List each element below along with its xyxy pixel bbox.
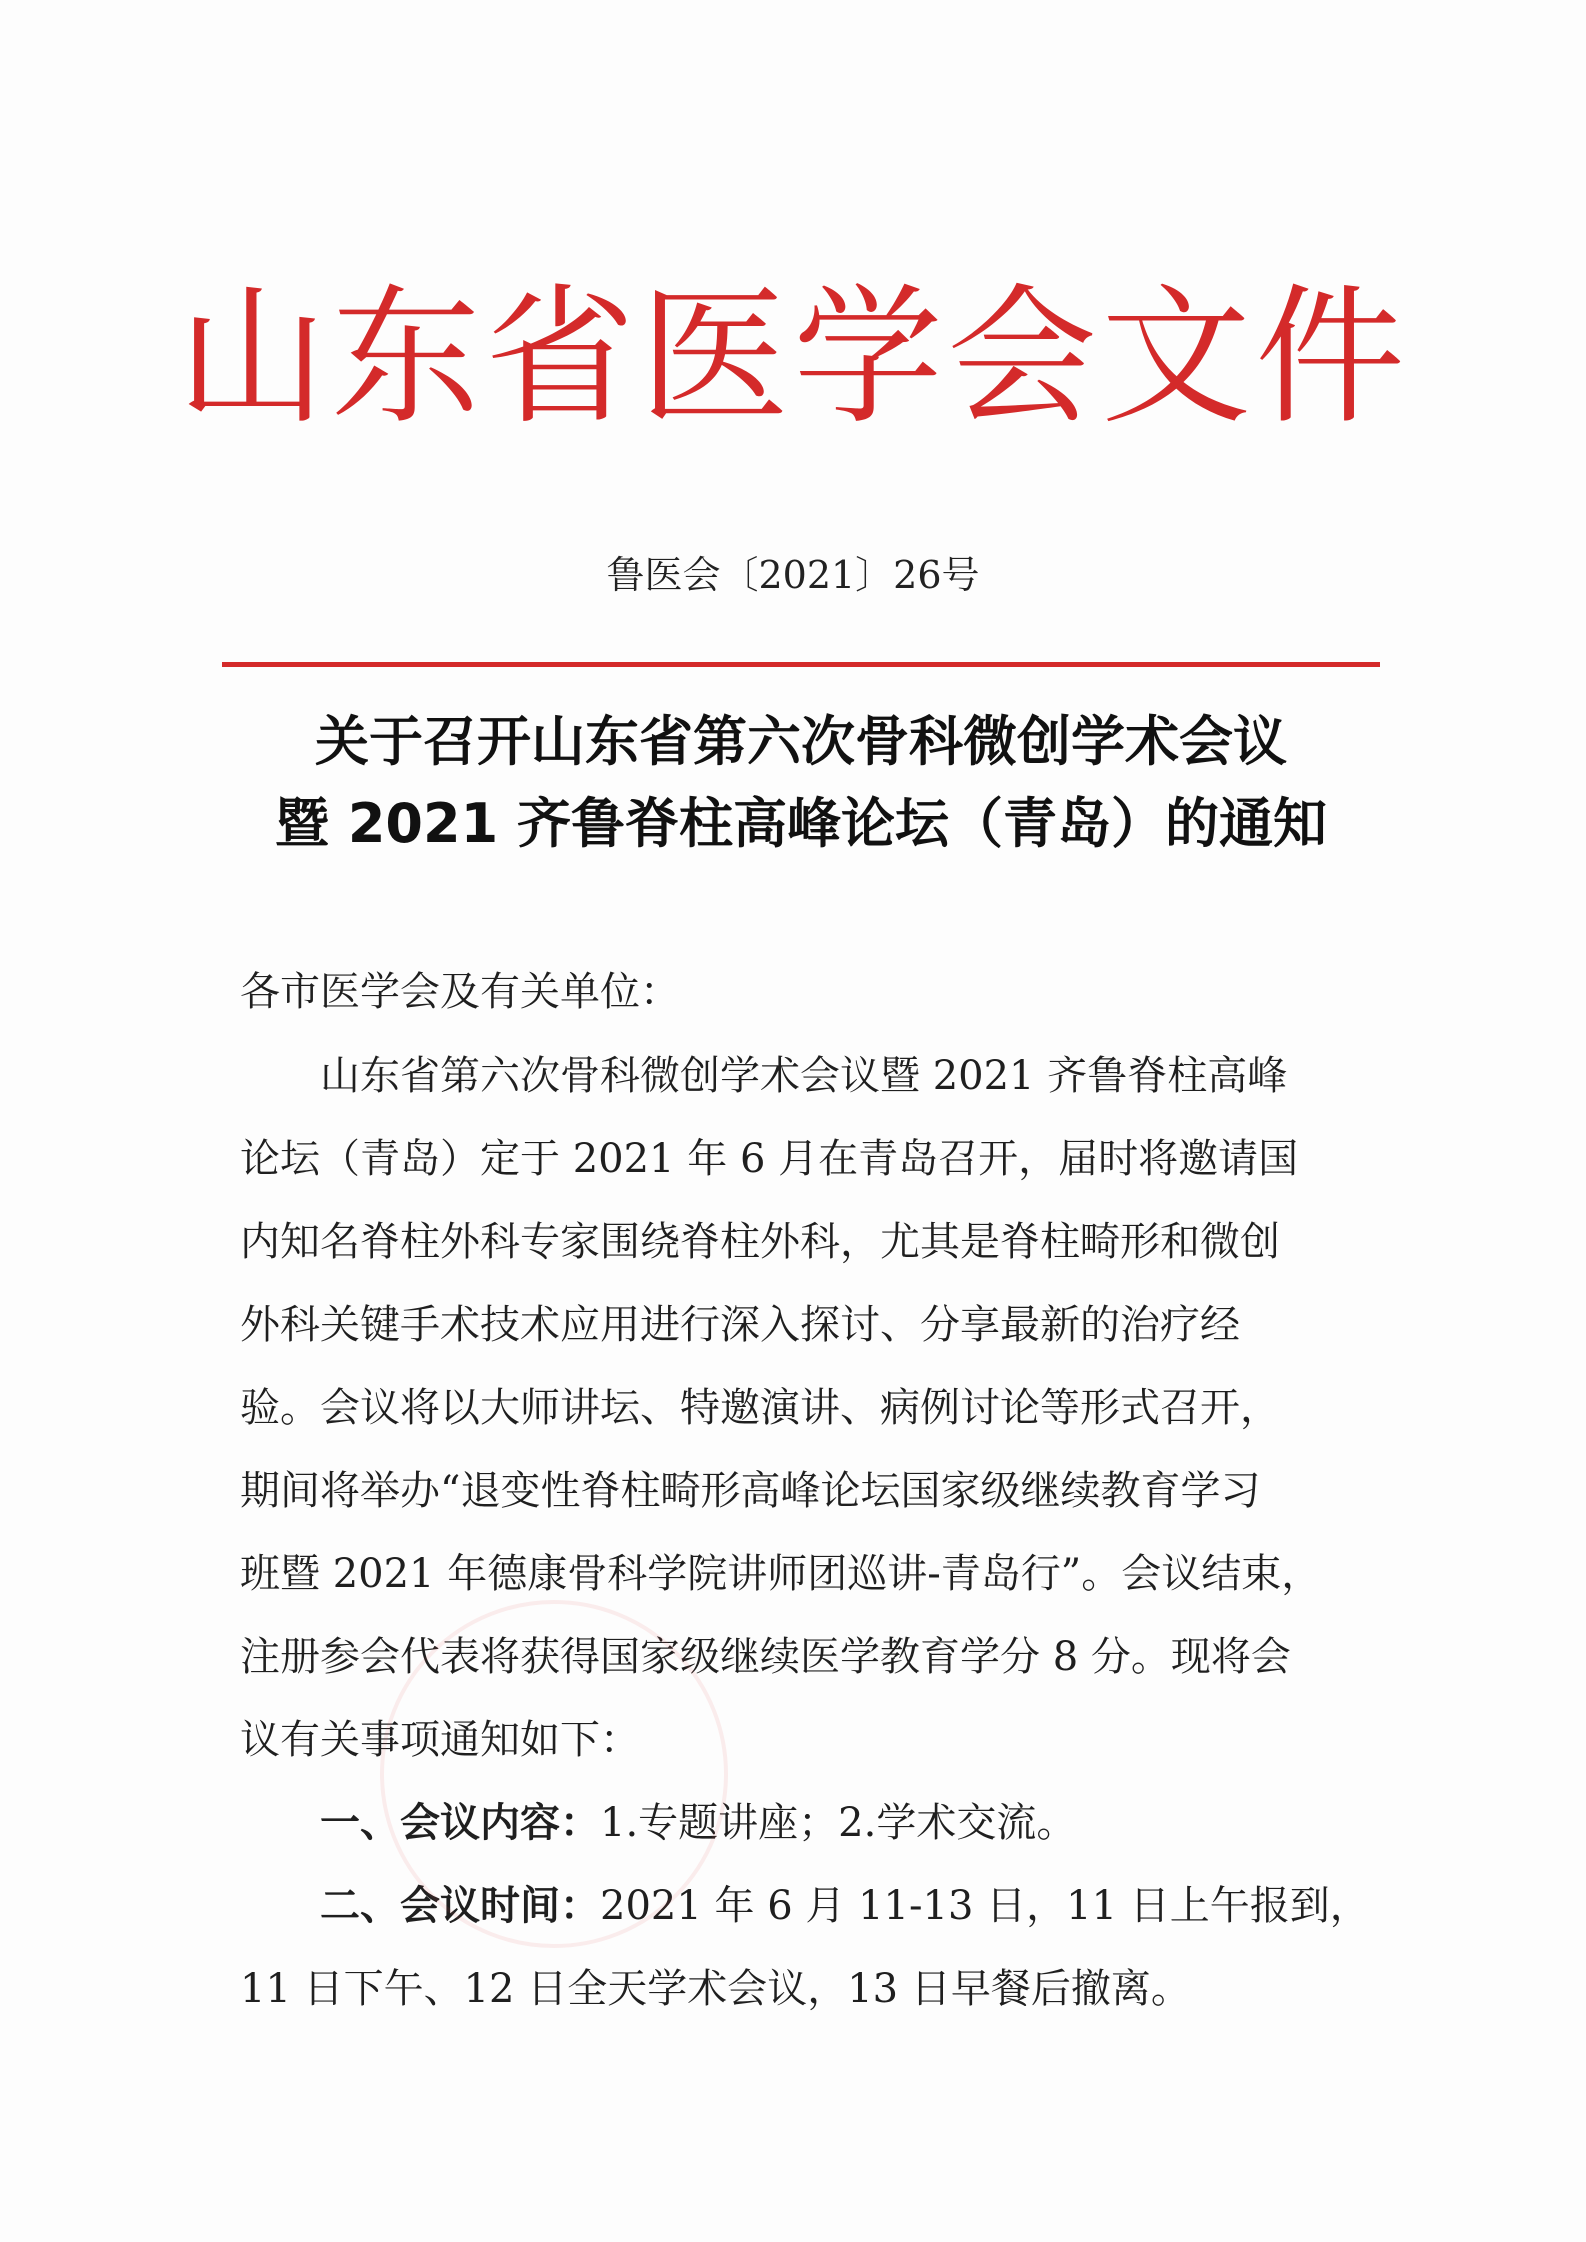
paragraph-line: 议有关事项通知如下： [240,1717,640,1763]
paragraph-line: 注册参会代表将获得国家级继续医学教育学分 8 分。现将会 [240,1634,1291,1680]
paragraph-line: 期间将举办“退变性脊柱畸形高峰论坛国家级继续教育学习 [240,1468,1261,1514]
paragraph-line: 外科关键手术技术应用进行深入探讨、分享最新的治疗经 [240,1302,1240,1348]
salutation: 各市医学会及有关单位： [240,969,680,1015]
notice-title-line-1: 关于召开山东省第六次骨科微创学术会议 [315,710,1287,773]
document-number: 鲁医会〔2021〕26号 [606,553,980,597]
title-prefix: 暨 [275,792,348,855]
paragraph-line: 山东省第六次骨科微创学术会议暨 2021 齐鲁脊柱高峰 [240,1053,1288,1099]
section-2-text: 2021 年 6 月 11-13 日，11 日上午报到， [600,1883,1370,1929]
faint-seal-mark [380,1600,728,1948]
paragraph-line: 验。会议将以大师讲坛、特邀演讲、病例讨论等形式召开， [240,1385,1280,1431]
notice-body [240,0,1370,2242]
section-2-heading: 二、会议时间： [240,1883,600,1929]
section-2 [240,1876,1370,1936]
title-suffix: 齐鲁脊柱高峰论坛（青岛）的通知 [498,792,1327,855]
section-1-heading: 一、会议内容： [240,1800,600,1846]
paragraph-line: 论坛（青岛）定于 2021 年 6 月在青岛召开，届时将邀请国 [240,1136,1299,1182]
section-1-text: 1.专题讲座；2.学术交流。 [600,1800,1077,1846]
paragraph-line: 内知名脊柱外科专家围绕脊柱外科，尤其是脊柱畸形和微创 [240,1219,1280,1265]
section-2-continuation: 11 日下午、12 日全天学术会议，13 日早餐后撤离。 [240,1966,1191,2012]
title-year: 2021 [347,792,499,855]
paragraph-line: 班暨 2021 年德康骨科学院讲师团巡讲-青岛行”。会议结束， [240,1551,1322,1597]
letterhead-title: 山东省医学会文件 [176,271,1409,445]
